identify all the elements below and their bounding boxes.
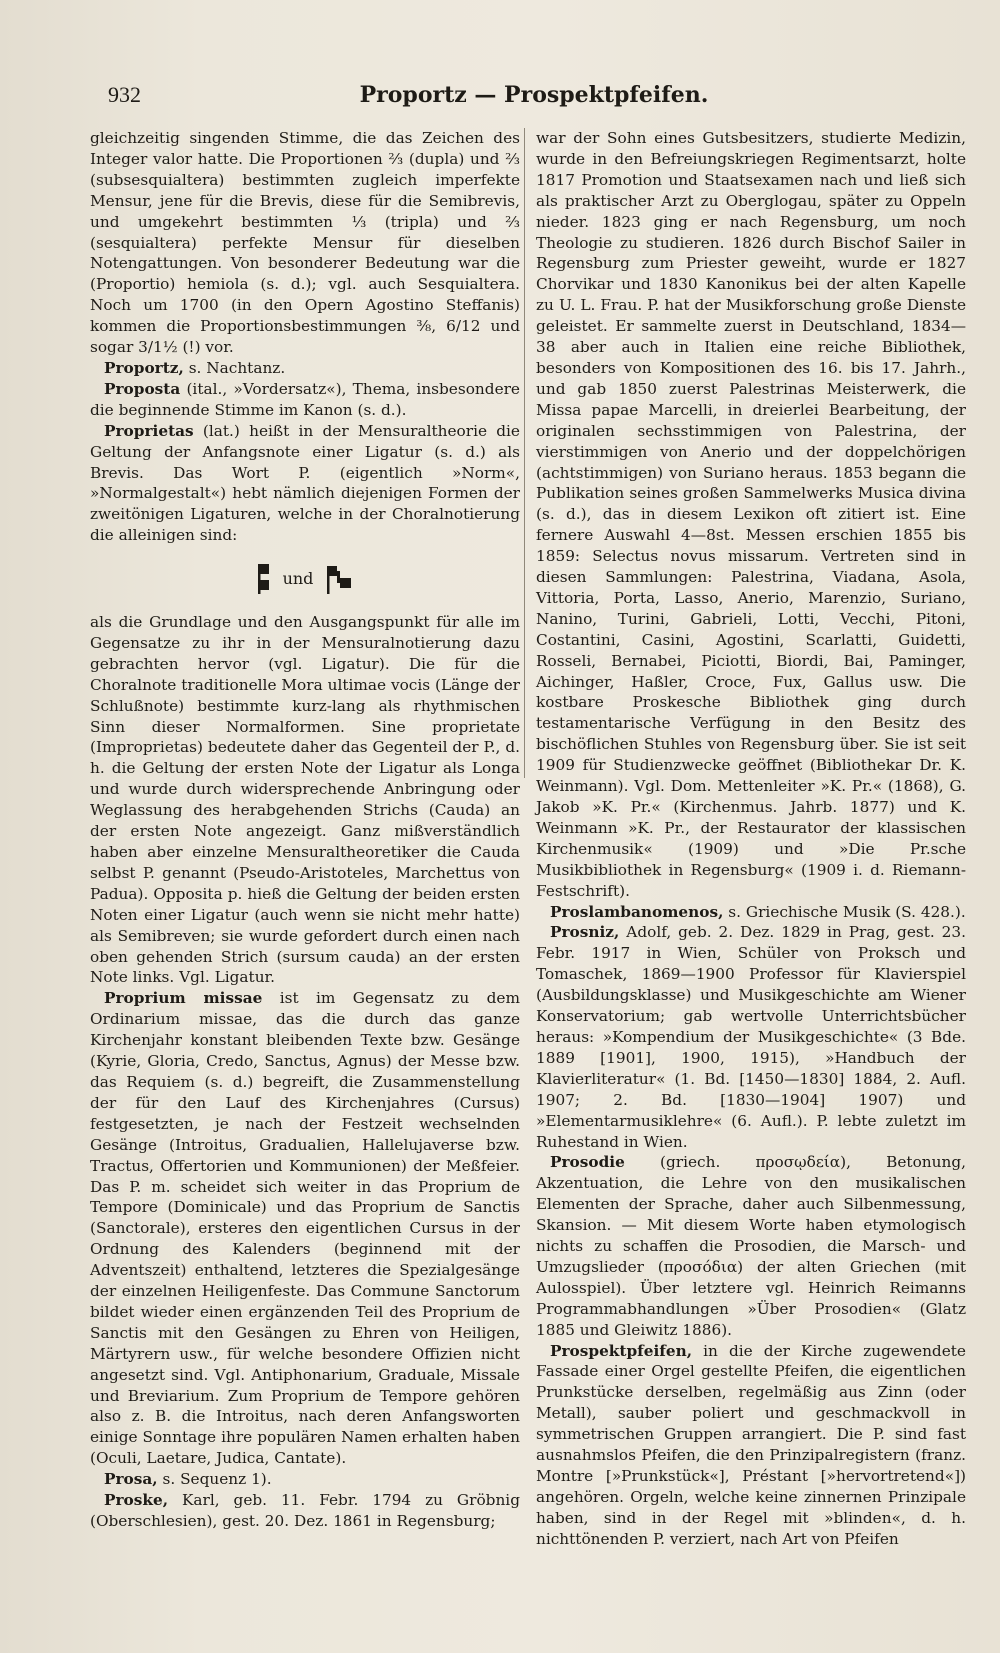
- entry-lemma: Proportz,: [104, 358, 184, 377]
- entry-proportz: [90, 358, 520, 379]
- entry-lemma: Prospektpfeifen,: [550, 1341, 693, 1360]
- entry-proslambanomenos: [536, 902, 966, 923]
- entry-text: (lat.) heißt in der Mensuraltheorie die Geltung der Anfangsnote einer Ligatur (s. d.) als Brevis. Das Wort P. (eigentlich »Norm«, »Normalgestalt«) hebt nämlich diejenigen Formen der zweitönigen Ligaturen, welche in der Choralnotierung die alleinigen sind:: [90, 421, 520, 545]
- column-divider: [524, 128, 525, 778]
- ligature-example: [90, 562, 520, 602]
- example-connector: und: [282, 568, 314, 588]
- paragraph: als die Grundlage und den Ausgangspunkt für alle im Gegensatze zu ihr in der Mensuralnotierung dazu gebrachten hervor (vgl. Ligatur). Die für die Choralnote traditionelle Mora ultimae vocis (Länge der Schlußnote) bestimmte kurz-lang als rhythmischen Sinn dieser Normalformen. Sine proprietate (Improprietas) bedeutete daher das Gegenteil der P., d. h. die Geltung der ersten Note der Ligatur als Longa und wurde durch widersprechende Anbringung oder Weglassung des herabgehenden Strichs (Cauda) an der ersten Note angezeigt. Ganz mißverständlich haben aber einzelne Mensuraltheoretiker die Cauda selbst P. genannt (Pseudo-Aristoteles, Marchettus von Padua). Opposita p. hieß die Geltung der beiden ersten Noten einer Ligatur (auch wenn sie nicht mehr hatte) als Semibreven; sie wurde gefordert durch einen nach oben gehenden Strich (sursum cauda) an der ersten Note links. Vgl. Ligatur.: [90, 613, 520, 987]
- entry-proske: [90, 1490, 520, 1532]
- entry-prosa: [90, 1469, 520, 1490]
- entry-text: s. Griechische Musik (S. 428.).: [728, 902, 966, 921]
- entry-text: (griech. προσῳδεία), Betonung, Akzentuation, die Lehre von den musikalischen Elementen der Sprache, daher auch Silbenmessung, Skansion. — Mit diesem Worte haben etymologisch nichts zu schaffen die Prosodien, die Marsch- und Umzugslieder (προσόδια) der alten Griechen (mit Aulosspiel). Über letztere vgl. Heinrich Reimanns Programmabhandlungen »Über Prosodien« (Glatz 1885 und Gleiwitz 1886).: [536, 1153, 966, 1339]
- entry-proprium-missae: [90, 988, 520, 1469]
- entry-text: (ital., »Vordersatz«), Thema, insbesondere die beginnende Stimme im Kanon (s. d.).: [90, 379, 520, 419]
- entry-lemma: Prosa,: [104, 1470, 158, 1489]
- entry-lemma: Prosniz,: [550, 923, 620, 942]
- entry-lemma: Proprietas: [104, 421, 194, 440]
- entry-lemma: Proslambanomenos,: [550, 902, 724, 921]
- page-number: 932: [108, 82, 141, 107]
- text-columns: [84, 128, 966, 1598]
- entry-proposta: [90, 379, 520, 421]
- entry-text: in die der Kirche zugewendete Fassade einer Orgel gestellte Pfeifen, die eigentlichen Prunkstücke derselben, regelmäßig aus Zinn (oder Metall), sauber poliert und geschmackvoll in symmetrischen Gruppen arrangiert. Die P. sind fast ausnahmslos Pfeifen, die den Prinzipalregistern (franz. Montre [»Prunkstück«], Préstant [»hervortretend«]) angehören. Orgeln, welche keine zinnernen Prinzipale haben, sind in der Regel mit »blinden«, d. h. nichttönenden P. verziert, nach Art von Pfeifen: [536, 1341, 966, 1548]
- entry-lemma: Proposta: [104, 379, 181, 398]
- ligature-figure-icon: [325, 562, 355, 596]
- paragraph: gleichzeitig singenden Stimme, die das Zeichen des Integer valor hatte. Die Proportionen ⅔ (dupla) und ⅔ (subsesquialtera) bestimmten zugleich imperfekte Mensur, jene für die Brevis, diese für die Semibrevis, und umgekehrt bestimmten ⅓ (tripla) und ⅔ (sesquialtera) perfekte Mensur für dieselben Notengattungen. Von besonderer Bedeutung war die (Proportio) hemiola (s. d.); vgl. auch Sesquialtera. Noch um 1700 (in den Opern Agostino Steffanis) kommen die Proportionsbestimmungen ⅜, 6/12 und sogar 3/1½ (!) vor.: [90, 129, 520, 357]
- entry-proprietas: [90, 421, 520, 546]
- entry-prosodie: [536, 1152, 966, 1340]
- left-column: [90, 128, 520, 1532]
- entry-lemma: Proprium missae: [104, 989, 263, 1008]
- entry-text: s. Nachtanz.: [188, 358, 286, 377]
- entry-text: Adolf, geb. 2. Dez. 1829 in Prag, gest. 23. Febr. 1917 in Wien, Schüler von Proksch und Tomaschek, 1869—1900 Professor für Klavierspiel (Ausbildungsklasse) und Musikgeschichte am Wiener Konservatorium; gab wertvolle Unterrichtsbücher heraus: »Kompendium der Musikgeschichte« (3 Bde. 1889 [1901], 1900, 1915), »Handbuch der Klavierliteratur« (1. Bd. [1450—1830] 1884, 2. Aufl. 1907; 2. Bd. [1830—1904] 1907) und »Elementarmusiklehre« (6. Aufl.). P. lebte zuletzt im Ruhestand in Wien.: [536, 923, 966, 1151]
- entry-prosniz: [536, 922, 966, 1152]
- ligature-figure-icon: [255, 562, 271, 596]
- entry-text: s. Sequenz 1).: [162, 1470, 272, 1489]
- entry-text: ist im Gegensatz zu dem Ordinarium missae, das die durch das ganze Kirchenjahr konstant bleibenden Texte bzw. Gesänge (Kyrie, Gloria, Credo, Sanctus, Agnus) der Messe bzw. das Requiem (s. d.) begreift, die Zusammenstellung der für den Lauf des Kirchenjahres (Cursus) festgesetzten, je nach der Festzeit wechselnden Gesänge (Introitus, Gradualien, Hallelujaverse bzw. Tractus, Offertorien und Kommunionen) der Meßfeier. Das P. m. scheidet sich weiter in das Proprium de Tempore (Dominicale) und das Proprium de Sanctis (Sanctorale), ersteres den eigentlichen Cursus in der Ordnung des Kalenders (beginnend mit der Adventszeit) enthaltend, letzteres die Spezialgesänge der einzelnen Heiligenfeste. Das Commune Sanctorum bildet wieder einen ergänzenden Teil des Proprium de Sanctis mit den Gesängen zu Ehren von Heiligen, Märtyrern usw., für welche besondere Offizien nicht angesetzt sind. Vgl. Antiphonarium, Graduale, Missale und Breviarium. Zum Proprium de Tempore gehören also z. B. die Introitus, nach deren Anfangsworten einige Sonntage ihre populären Namen erhalten haben (Oculi, Laetare, Judica, Cantate).: [90, 989, 520, 1468]
- entry-text: Karl, geb. 11. Febr. 1794 zu Gröbnig (Oberschlesien), gest. 20. Dez. 1861 in Regensburg;: [90, 1491, 520, 1530]
- page-header: [108, 82, 960, 118]
- paragraph: war der Sohn eines Gutsbesitzers, studierte Medizin, wurde in den Befreiungskriegen Regimentsarzt, holte 1817 Promotion und Staatsexamen nach und ließ sich als praktischer Arzt zu Oberglogau, später zu Oppeln nieder. 1823 ging er nach Regensburg, um noch Theologie zu studieren. 1826 durch Bischof Sailer in Regensburg zum Priester geweiht, wurde er 1827 Chorvikar und 1830 Kanonikus bei der alten Kapelle zu U. L. Frau. P. hat der Musikforschung große Dienste geleistet. Er sammelte zuerst in Deutschland, 1834—38 aber auch in Italien eine reiche Bibliothek, besonders von Kompositionen des 16. bis 17. Jahrh., und gab 1850 zuerst Palestrinas Meisterwerk, die Missa papae Marcelli, in dreierlei Bearbeitung, der originalen sechsstimmigen von Palestrina, der vierstimmigen von Anerio und der doppelchörigen (achtstimmigen) von Suriano heraus. 1853 begann die Publikation seines großen Sammelwerks Musica divina (s. d.), das in diesem Lexikon oft zitiert ist. Eine fernere Auswahl 4—8st. Messen erschien 1855 bis 1859: Selectus novus missarum. Vertreten sind in diesen Sammlungen: Palestrina, Viadana, Asola, Vittoria, Porta, Lasso, Anerio, Marenzio, Suriano, Nanino, Turini, Gabrieli, Lotti, Vecchi, Pitoni, Costantini, Casini, Agostini, Scarlatti, Guidetti, Rosseli, Bernabei, Piciotti, Biordi, Bai, Paminger, Aichinger, Haßler, Croce, Fux, Gallus usw. Die kostbare Proskesche Bibliothek ging durch testamentarische Verfügung in den Besitz des bischöflichen Stuhles von Regensburg über. Sie ist seit 1909 für Studienzwecke geöffnet (Bibliothekar Dr. K. Weinmann). Vgl. Dom. Mettenleiter »K. Pr.« (1868), G. Jakob »K. Pr.« (Kirchenmus. Jahrb. 1877) und K. Weinmann »K. Pr., der Restaurator der klassischen Kirchenmusik« (1909) und »Die Pr.sche Musikbibliothek in Regensburg« (1909 i. d. Riemann-Festschrift).: [536, 129, 966, 900]
- entry-lemma: Proske,: [104, 1491, 169, 1510]
- entry-lemma: Prosodie: [550, 1153, 625, 1172]
- entry-prospektpfeifen: [536, 1341, 966, 1550]
- right-column: [536, 128, 966, 1550]
- running-title: Proportz — Prospektpfeifen.: [359, 82, 709, 108]
